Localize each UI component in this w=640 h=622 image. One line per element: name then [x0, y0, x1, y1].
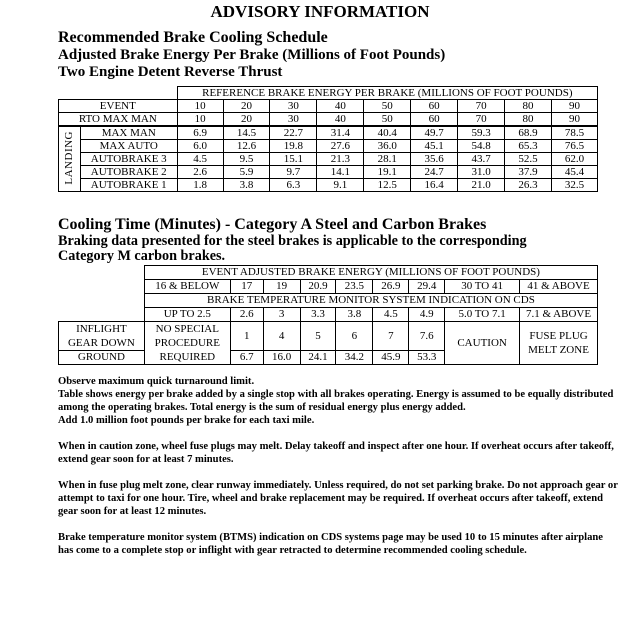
table-cell: 41 & ABOVE — [520, 280, 598, 294]
table-cell: 45.1 — [411, 140, 458, 153]
table-cell: 20 — [223, 100, 270, 113]
table-cell: 3.3 — [300, 308, 336, 322]
event-label: EVENT — [59, 100, 178, 113]
row-label: MAX MAN — [80, 126, 177, 140]
table-cell: 3 — [263, 308, 300, 322]
table-cell: 4.5 — [177, 153, 223, 166]
ground-label: GROUND — [59, 351, 145, 365]
table-cell: 20.9 — [300, 280, 336, 294]
table-cell: 30 — [270, 113, 317, 127]
table-cell: 29.4 — [409, 280, 445, 294]
table-cell: 50 — [364, 100, 411, 113]
table-cell: 31.4 — [317, 126, 364, 140]
table-cell: 5.9 — [223, 166, 270, 179]
table-cell: 27.6 — [317, 140, 364, 153]
table-cell: 4.5 — [373, 308, 409, 322]
table-cell: 30 — [270, 100, 317, 113]
table-cell: 70 — [458, 100, 505, 113]
fuse-plug-melt-zone — [520, 322, 598, 365]
table-cell: 34.2 — [336, 351, 373, 365]
table-cell: 19.1 — [364, 166, 411, 179]
table-cell: 32.5 — [551, 179, 597, 192]
table-cell: 2.6 — [230, 308, 263, 322]
table-cell: 6.7 — [230, 351, 263, 365]
table-cell: 80 — [505, 100, 552, 113]
section-heading-cooling-time: Cooling Time (Minutes) - Category A Steel and Carbon Brakes — [58, 216, 487, 233]
adjusted-energy-header: EVENT ADJUSTED BRAKE ENERGY (MILLIONS OF FOOT POUNDS) — [144, 266, 597, 280]
table-cell: 28.1 — [364, 153, 411, 166]
fuse-line1: FUSE PLUG — [529, 330, 588, 342]
table-cell: 14.1 — [317, 166, 364, 179]
table-cell: 26.3 — [505, 179, 552, 192]
table-cell: 10 — [177, 113, 223, 127]
inflight-row — [59, 322, 598, 351]
table-row — [59, 153, 598, 166]
table-cell: 12.6 — [223, 140, 270, 153]
btms-row — [59, 308, 598, 322]
table-cell: 4 — [263, 322, 300, 351]
table-cell: 70 — [458, 113, 505, 127]
table-cell: 45.4 — [551, 166, 597, 179]
table-cell: 20 — [223, 113, 270, 127]
fuse-line2: MELT ZONE — [528, 344, 589, 356]
btms-header: BRAKE TEMPERATURE MONITOR SYSTEM INDICATION ON CDS — [144, 294, 597, 308]
table-cell: 19.8 — [270, 140, 317, 153]
no-special-procedure — [144, 322, 230, 365]
table-cell: 7.6 — [409, 322, 445, 351]
note-caution-zone: When in caution zone, wheel fuse plugs may melt. Delay takeoff and inspect after one hour. If overheat occurs after takeoff, extend gear soon for at least 7 minutes. — [58, 441, 614, 465]
table-cell: 78.5 — [551, 126, 597, 140]
table-cell: 7 — [373, 322, 409, 351]
caution-zone: CAUTION — [445, 322, 520, 365]
row-label: AUTOBRAKE 2 — [80, 166, 177, 179]
section-heading-brake-cooling: Recommended Brake Cooling Schedule — [58, 29, 328, 46]
table-cell: 9.1 — [317, 179, 364, 192]
table-cell: 4.9 — [409, 308, 445, 322]
table-cell: 21.0 — [458, 179, 505, 192]
table-row — [59, 126, 598, 140]
table-cell: 24.1 — [300, 351, 336, 365]
table-cell: 21.3 — [317, 153, 364, 166]
table-cell: 90 — [551, 113, 597, 127]
table-cell: 16 & BELOW — [144, 280, 230, 294]
note-taxi-mile: Add 1.0 million foot pounds per brake for each taxi mile. — [58, 415, 315, 426]
energy-row — [59, 280, 598, 294]
table-cell: 30 TO 41 — [445, 280, 520, 294]
table-row — [59, 166, 598, 179]
table-cell: 43.7 — [458, 153, 505, 166]
rto-label: RTO MAX MAN — [59, 113, 178, 127]
notes-section — [58, 375, 618, 557]
table-cell: 6 — [336, 322, 373, 351]
table-cell: 59.3 — [458, 126, 505, 140]
page-title: ADVISORY INFORMATION — [210, 2, 430, 21]
table-cell: 49.7 — [411, 126, 458, 140]
table-cell: 45.9 — [373, 351, 409, 365]
table-cell: 10 — [177, 100, 223, 113]
event-row — [59, 100, 598, 113]
table-cell: 80 — [505, 113, 552, 127]
landing-label: LANDING — [63, 130, 76, 185]
table-cell: 6.9 — [177, 126, 223, 140]
table-cell: UP TO 2.5 — [144, 308, 230, 322]
table-cell: 1.8 — [177, 179, 223, 192]
table-cell: 68.9 — [505, 126, 552, 140]
table-cell: 23.5 — [336, 280, 373, 294]
table-cell: 9.7 — [270, 166, 317, 179]
table-cell: 15.1 — [270, 153, 317, 166]
table-row — [59, 140, 598, 153]
table-cell: 5 — [300, 322, 336, 351]
table-cell: 90 — [551, 100, 597, 113]
table-cell: 36.0 — [364, 140, 411, 153]
table-cell: 54.8 — [458, 140, 505, 153]
table-cell: 65.3 — [505, 140, 552, 153]
table-cell: 9.5 — [223, 153, 270, 166]
table-cell: 16.4 — [411, 179, 458, 192]
table-cell: 17 — [230, 280, 263, 294]
table-cell: 50 — [364, 113, 411, 127]
reference-brake-energy-table — [58, 86, 598, 192]
table-cell: 60 — [411, 113, 458, 127]
table-cell: 16.0 — [263, 351, 300, 365]
table-cell: 37.9 — [505, 166, 552, 179]
row-label: AUTOBRAKE 3 — [80, 153, 177, 166]
landing-group-label — [59, 126, 81, 192]
subheading-reverse-thrust: Two Engine Detent Reverse Thrust — [58, 64, 283, 80]
table-cell: 26.9 — [373, 280, 409, 294]
table-cell: 62.0 — [551, 153, 597, 166]
table-cell: 19 — [263, 280, 300, 294]
table-cell: 31.0 — [458, 166, 505, 179]
table-cell: 6.3 — [270, 179, 317, 192]
table-cell: 3.8 — [223, 179, 270, 192]
inflight-label — [59, 322, 145, 351]
table-cell: 22.7 — [270, 126, 317, 140]
table-cell: 40 — [317, 113, 364, 127]
note-turnaround: Observe maximum quick turnaround limit. — [58, 376, 255, 387]
table-cell: 40.4 — [364, 126, 411, 140]
table-cell: 24.7 — [411, 166, 458, 179]
row-label: AUTOBRAKE 1 — [80, 179, 177, 192]
inflight-label-line2: GEAR DOWN — [67, 337, 135, 349]
table-cell: 53.3 — [409, 351, 445, 365]
note-energy-per-brake: Table shows energy per brake added by a single stop with all brakes operating. Energy is assumed to be equally distributed among the operating brakes. Total energy is the sum of residual energy plus energy added. — [58, 389, 614, 413]
note-fuse-plug-zone: When in fuse plug melt zone, clear runway immediately. Unless required, do not set parking brake. Do not approach gear or attempt to taxi for one hour. Tire, wheel and brake replacement may be required. If overheat occurs after takeoff, extend gear soon for at least 12 minutes. — [58, 480, 618, 517]
table-cell: 60 — [411, 100, 458, 113]
subheading-adjusted-energy: Adjusted Brake Energy Per Brake (Millions of Foot Pounds) — [58, 47, 446, 63]
steel-brakes-note-line1: Braking data presented for the steel brakes is applicable to the corresponding — [58, 233, 527, 249]
table-cell: 14.5 — [223, 126, 270, 140]
nsp-line2: PROCEDURE — [154, 337, 220, 349]
table-cell: 7.1 & ABOVE — [520, 308, 598, 322]
table-cell: 52.5 — [505, 153, 552, 166]
table-cell: 2.6 — [177, 166, 223, 179]
note-btms: Brake temperature monitor system (BTMS) indication on CDS systems page may be used 10 to 15 minutes after airplane has come to a complete stop or inflight with gear retracted to determine recommended cooling schedule. — [58, 532, 603, 556]
table-cell: 35.6 — [411, 153, 458, 166]
table-cell: 40 — [317, 100, 364, 113]
row-label: MAX AUTO — [80, 140, 177, 153]
table-cell: 3.8 — [336, 308, 373, 322]
nsp-line3: REQUIRED — [159, 351, 216, 363]
reference-energy-header: REFERENCE BRAKE ENERGY PER BRAKE (MILLIONS OF FOOT POUNDS) — [177, 87, 597, 100]
nsp-line1: NO SPECIAL — [155, 323, 219, 335]
table-cell: 76.5 — [551, 140, 597, 153]
rto-row — [59, 113, 598, 127]
table-cell: 12.5 — [364, 179, 411, 192]
table-cell: 5.0 TO 7.1 — [445, 308, 520, 322]
table-row — [59, 179, 598, 192]
cooling-time-table — [58, 265, 598, 365]
inflight-label-line1: INFLIGHT — [76, 323, 127, 335]
steel-brakes-note-line2: Category M carbon brakes. — [58, 248, 226, 264]
table-cell: 6.0 — [177, 140, 223, 153]
table-cell: 1 — [230, 322, 263, 351]
